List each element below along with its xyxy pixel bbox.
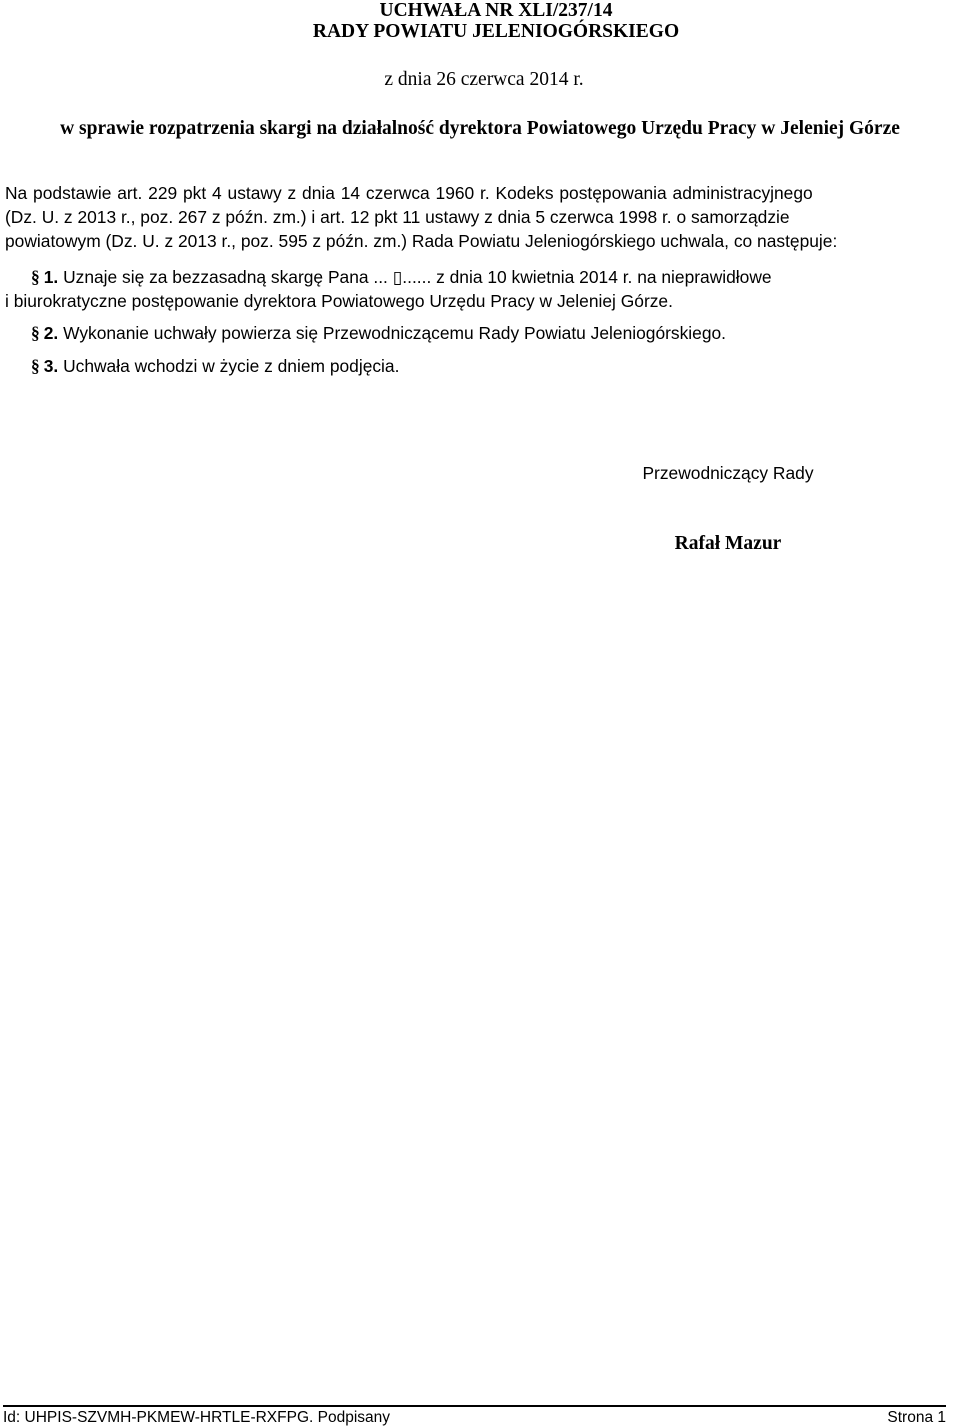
section-1: [5, 265, 960, 289]
legal-basis-line-1: Na podstawie art. 229 pkt 4 ustawy z dnia 14 czerwca 1960 r. Kodeks postępowania administracyjnego: [5, 183, 813, 203]
council-name: RADY POWIATU JELENIOGÓRSKIEGO: [312, 21, 680, 42]
section-text: Wykonanie uchwały powierza się Przewodniczącemu Rady Powiatu Jeleniogórskiego.: [63, 323, 727, 343]
footer-divider: [3, 1405, 946, 1407]
signatory-name: Rafał Mazur: [674, 533, 782, 554]
section-number: 1.: [43, 267, 59, 287]
section-2: [5, 321, 960, 345]
resolution-number: UCHWAŁA NR XLI/237/14: [379, 0, 613, 21]
legal-basis-line-2: (Dz. U. z 2013 r., poz. 267 z późn. zm.) i art. 12 pkt 11 ustawy z dnia 5 czerwca 1998 r. o samorządzie: [5, 207, 790, 227]
section-1-continuation: i biurokratyczne postępowanie dyrektora Powiatowego Urzędu Pracy w Jeleniej Górze.: [5, 291, 673, 311]
section-text: Uznaje się za bezzasadną skargę Pana ... ▯...... z dnia 10 kwietnia 2014 r. na nieprawidłowe: [63, 267, 772, 287]
legal-basis-line-3: powiatowym (Dz. U. z 2013 r., poz. 595 z późn. zm.) Rada Powiatu Jeleniogórskiego uchwala, co następuje:: [5, 231, 838, 251]
section-sign: §: [31, 356, 40, 376]
resolution-date: z dnia 26 czerwca 2014 r.: [384, 69, 584, 90]
section-number: 3.: [43, 356, 59, 376]
section-3: [5, 354, 960, 378]
document-id: Id: UHPIS-SZVMH-PKMEW-HRTLE-RXFPG. Podpisany: [3, 1409, 391, 1426]
page-number: Strona 1: [887, 1409, 946, 1426]
section-text: Uchwała wchodzi w życie z dniem podjęcia.: [63, 356, 400, 376]
section-sign: §: [31, 267, 40, 287]
section-sign: §: [31, 323, 40, 343]
resolution-subject: w sprawie rozpatrzenia skargi na działalność dyrektora Powiatowego Urzędu Pracy w Jeleniej Górze: [60, 118, 900, 139]
signatory-role: Przewodniczący Rady: [642, 463, 814, 483]
section-number: 2.: [43, 323, 59, 343]
